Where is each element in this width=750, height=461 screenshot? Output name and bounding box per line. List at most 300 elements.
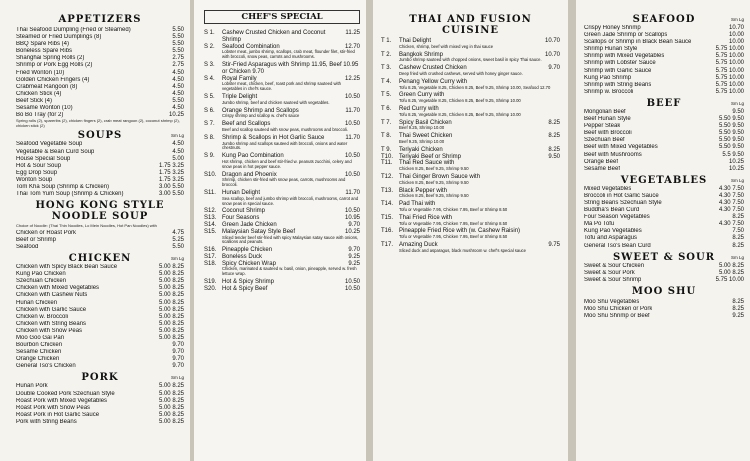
item-code: S18.: [204, 260, 217, 267]
item-name: Thai Tom Yum Soup (Shrimp & Chicken): [16, 191, 124, 198]
item-price: 8.25: [548, 146, 560, 153]
item-price: 1.75 3.25: [158, 162, 184, 169]
chicken-section: [16, 253, 184, 370]
moo-shu-section: [584, 286, 744, 320]
item-code: S15.: [204, 228, 217, 235]
item-name: Sesame Chicken: [16, 349, 62, 356]
menu-item: [584, 25, 744, 32]
menu-item: [16, 91, 184, 98]
item-name: Hot & Spicy Beef: [222, 285, 268, 292]
item-price: 11.70: [345, 107, 360, 114]
item-description: Beef and scallop sauteed with snow peas, mushrooms and broccoli.: [222, 126, 348, 132]
item-description: Tofu or Vegetable 7.95, Chicken 7.95, Beef or Shrimp 8.50: [399, 206, 508, 212]
item-price: 5.50 9.50: [718, 137, 744, 144]
chefs-special-section: [204, 10, 360, 293]
item-name: House Special Soup: [16, 155, 71, 162]
item-price: 10.50: [344, 171, 360, 178]
item-name: Shrimp with Garlic Sauce: [584, 67, 652, 74]
item-description: Crispy shrimp and scallop w. chef's sauce: [222, 113, 300, 119]
menu-item: [584, 137, 744, 144]
item-name: Seafood Combination: [222, 43, 280, 50]
menu-item: [584, 109, 744, 116]
item-price: 9.70: [172, 356, 184, 363]
menu-item: [584, 152, 744, 159]
item-price: 5.75 10.00: [715, 46, 744, 53]
item-price: 9.70: [172, 349, 184, 356]
item-price: 4.50: [172, 83, 184, 90]
item-price: 5.75 10.00: [715, 276, 744, 283]
item-price: 9.75: [548, 241, 560, 248]
size-header: Sm Lg: [170, 133, 184, 139]
item-name: Scallops or Shrimp in Black Bean Sauce: [584, 39, 692, 46]
item-description: Sliced duck and asparagus, black mushroom w. chef's special sauce: [399, 247, 526, 253]
item-code: T 9.: [381, 146, 392, 153]
item-name: Beef Stick (4): [16, 97, 53, 104]
thai-section: [381, 14, 560, 254]
menu-item: [16, 163, 184, 170]
item-description: Jumbo shrimp sauteed with chopped onions, sweet basil in spicy Thai sauce.: [399, 57, 542, 63]
item-code: S10.: [204, 171, 217, 178]
item-price: 5.50: [172, 243, 184, 250]
item-name: Fried Wonton (10): [16, 69, 65, 76]
item-name: General Tso's Bean Curd: [584, 242, 651, 249]
menu-item: [584, 89, 744, 96]
item-name: Teriyaki Beef or Shrimp: [399, 153, 462, 160]
menu-item: [584, 159, 744, 166]
item-price: 5.50: [172, 34, 184, 41]
section-title: APPETIZERS: [58, 14, 142, 25]
item-name: Amazing Duck: [399, 241, 438, 248]
menu-item: [16, 398, 184, 405]
item-code: S 3.: [204, 61, 215, 68]
size-header: Sm Lg: [730, 177, 744, 183]
menu-item: [16, 41, 184, 48]
menu-item: [16, 62, 184, 69]
item-price: 9.70: [348, 221, 360, 228]
item-price: 4.75: [172, 229, 184, 236]
item-code: T 4.: [381, 78, 392, 85]
soups-section: [16, 130, 184, 198]
item-price: 9.70: [172, 342, 184, 349]
item-price: 9.70: [172, 363, 184, 370]
menu-item: [16, 105, 184, 112]
item-name: Black Pepper with: [399, 187, 448, 194]
menu-item: [16, 307, 184, 314]
menu-item: [16, 419, 184, 426]
item-code: S14.: [204, 221, 217, 228]
item-price: 10.00: [728, 39, 744, 46]
size-header: Sm Lg: [170, 256, 184, 262]
item-name: Orange Beef: [584, 158, 619, 165]
item-name: Roast Pork with Mixed Vegetables: [16, 397, 108, 404]
item-code: S 6.: [204, 107, 215, 114]
item-price: 5.25: [172, 236, 184, 243]
item-price: 10.25: [168, 112, 184, 119]
menu-item: [204, 286, 360, 293]
item-price: 5.50: [172, 48, 184, 55]
item-price: 10.50: [344, 93, 360, 100]
item-price: 5.75 10.00: [715, 88, 744, 95]
item-name: Kung Pao Vegetables: [584, 228, 642, 235]
item-description: Lobster meat, jumbo shrimp, scallops, crab meat, flounder filet, stir-fried with broccoli, snow peas, carrots and mushrooms.: [222, 49, 355, 60]
item-name: Sweet & Sour Shrimp: [584, 276, 642, 283]
item-name: Ma Po Tofu: [584, 221, 615, 228]
menu-item: [584, 123, 744, 130]
item-price: 10.50: [344, 279, 360, 286]
item-description: Chicken, shrimp, beef with mixed veg in thai sauce: [399, 43, 494, 49]
item-price: 5.75 10.00: [715, 74, 744, 81]
item-name: Green Jade Shrimp or Scallops: [584, 32, 668, 39]
item-name: Chicken with Cashew Nuts: [16, 292, 88, 299]
item-name: Pork with String Beans: [16, 418, 77, 425]
item-price: 7.50: [732, 228, 744, 235]
menu-item: [584, 46, 744, 53]
item-price: 10.25: [728, 158, 744, 165]
menu-item: [16, 237, 184, 244]
item-price: 10.50: [344, 285, 360, 292]
appetizers-note: Spring rolls (2), spareribs (2), chicken fingers (2), crab meat rangoon (2), coconut shrimp (2), chicken stick (2): [16, 118, 180, 128]
item-price: 5.00: [172, 155, 184, 162]
item-description: Chicken 8.25, Beef 9.25, Shrimp 9.50: [399, 193, 469, 199]
item-price: 5.75 10.00: [715, 81, 744, 88]
item-price: 5.5 9.50: [722, 151, 744, 158]
item-price: 5.50 9.50: [718, 116, 744, 123]
menu-item: [584, 313, 744, 320]
menu-item: [584, 263, 744, 270]
item-code: S16.: [204, 247, 217, 254]
item-name: Buddha's Bean Curd: [584, 207, 640, 214]
item-name: Sesame Wonton (10): [16, 105, 73, 112]
item-name: Shrimp or Pork Egg Rolls (2): [16, 62, 93, 69]
item-price: 5.50 9.50: [718, 123, 744, 130]
item-price: 8.25: [548, 133, 560, 140]
item-description: Deep fried with crushed cashews, served with honey ginger sauce.: [399, 70, 523, 76]
item-name: Chicken w. Broccoli: [16, 313, 69, 320]
item-name: Vegetable & Bean Curd Soup: [16, 148, 95, 155]
menu-item: [584, 221, 744, 228]
menu-item: [16, 285, 184, 292]
item-price: 5.00 8.25: [158, 264, 184, 271]
size-header: Sm Lg: [730, 254, 744, 260]
item-price: 5.00 8.25: [158, 271, 184, 278]
item-code: S 2.: [204, 43, 215, 50]
item-price: 5.00 8.25: [158, 306, 184, 313]
item-price: 8.25: [732, 242, 744, 249]
item-code: S 5.: [204, 93, 215, 100]
noodle-section: [16, 200, 184, 251]
item-name: Shanghai Spring Rolls (2): [16, 55, 85, 62]
item-price: 10.70: [544, 38, 560, 44]
item-name: Golden Chicken Fingers (4): [16, 76, 90, 83]
item-price: 4.50: [172, 105, 184, 112]
item-price: 12.25: [344, 75, 360, 82]
item-name: Moo Shu Chicken or Pork: [584, 306, 653, 312]
item-name: Szechuan Chicken: [16, 278, 67, 285]
menu-item: [584, 277, 744, 284]
item-description: Hot shrimp, chicken and beef stir-fried w. peanuts zucchini, celery and snow peas in hot pepper sauce.: [222, 158, 352, 169]
menu-item: [16, 84, 184, 91]
item-name: Chicken or Roast Pork: [16, 229, 77, 236]
size-header: Sm Lg: [170, 375, 184, 381]
menu-item: [584, 75, 744, 82]
menu-item: [204, 222, 360, 229]
item-price: 3.00 5.50: [158, 183, 184, 190]
section-title: HONG KONG STYLE NOODLE SOUP: [35, 200, 165, 223]
item-name: Roast Pork with Snow Peas: [16, 404, 91, 411]
item-name: Shrimp with Lobster Sauce: [584, 60, 656, 67]
vegetables-section: [584, 175, 744, 250]
item-name: Cashew Crusted Chicken: [399, 65, 467, 72]
item-name: Double Cooked Pork Szechuan Style: [16, 390, 115, 397]
item-name: Crispy Honey Shrimp: [584, 25, 641, 31]
item-name: Beef with Mushrooms: [584, 151, 642, 158]
section-title: BEEF: [646, 97, 682, 109]
menu-item: [16, 77, 184, 84]
item-name: Malaysian Satay Style Beef: [222, 228, 296, 235]
section-title: SWEET & SOUR: [612, 251, 716, 263]
item-name: Sweet & Sour Pork: [584, 269, 635, 276]
item-code: T 5.: [381, 92, 392, 99]
item-code: S 8.: [204, 134, 215, 141]
item-name: Crabmeat Rangoon (8): [16, 83, 78, 90]
section-title: THAI AND FUSION CUISINE: [409, 14, 532, 36]
item-price: 5.00 8.25: [158, 390, 184, 397]
menu-item: [16, 98, 184, 105]
item-price: 5.00 8.25: [158, 320, 184, 327]
item-name: Thai Seafood Dumpling (Fried or Steamed): [16, 27, 131, 33]
item-name: Szechuan Beef: [584, 137, 625, 144]
menu-item: [584, 193, 744, 200]
item-price: 12.70: [344, 43, 360, 50]
item-name: Orange Shrimp and Scallops: [222, 107, 299, 114]
menu-item: [204, 62, 360, 76]
item-name: Shrimp with Mixed Vegetables: [584, 53, 665, 60]
item-description: Sliced tender beef stir-fried with spicy Malaysian satay sauce with onions, scallions and peanuts.: [222, 234, 359, 245]
item-price: 5.50: [172, 27, 184, 33]
menu-item: [16, 191, 184, 198]
item-price: 2.75: [172, 62, 184, 69]
item-price: 9.70: [348, 247, 360, 254]
item-price: 5.00 8.25: [158, 292, 184, 299]
item-name: Shrimp Hunan Style: [584, 46, 638, 53]
menu-item: [16, 405, 184, 412]
item-name: Moo Shu Vegetables: [584, 298, 640, 305]
item-description: Tofu 8.25, Vegetable 8.25, Chicken 8.25, Beef 9.25, Shrimp 10.00: [399, 111, 521, 117]
menu-item: [16, 48, 184, 55]
pork-section: [16, 372, 184, 426]
menu-item: [16, 55, 184, 62]
item-code: T10.: [381, 153, 394, 160]
menu-item: [204, 30, 360, 44]
item-name: Thai Delight: [399, 38, 432, 44]
item-description: Chicken 8.25, Beef 9.25, Shrimp 9.50: [399, 166, 469, 172]
item-name: Triple Delight: [222, 93, 258, 100]
section-title: PORK: [81, 372, 119, 384]
menu-item: [584, 299, 744, 306]
item-price: 4.30 7.50: [718, 207, 744, 214]
section-title: SEAFOOD: [632, 14, 696, 25]
item-description: Tofu or Vegetable 7.95, Chicken 7.95, Beef or Shrimp 8.50: [399, 220, 508, 226]
item-name: Shrimp & Scallops in Hot Garlic Sauce: [222, 134, 325, 141]
item-description: Chicken 8.25, Beef 9.25, Shrimp 9.50: [399, 179, 469, 185]
item-price: 10.50: [344, 121, 360, 128]
menu-item: [16, 184, 184, 191]
item-name: Dragon and Phoenix: [222, 171, 277, 178]
menu-item: [584, 186, 744, 193]
item-name: Thai Red Sauce with: [399, 160, 455, 167]
item-code: T 3.: [381, 65, 392, 72]
size-header: Sm Lg: [730, 17, 744, 22]
menu-item: [204, 247, 360, 254]
item-code: S12.: [204, 208, 217, 215]
item-price: 4.50: [172, 90, 184, 97]
menu-item: [584, 39, 744, 46]
item-name: Coconut Shrimp: [222, 208, 266, 215]
item-price: 9.25: [732, 313, 744, 320]
noodle-note: Choice of Noodle: (Thai Thin Noodles, Lo Mein Noodles, Hot Pan Noodles) with: [16, 223, 157, 229]
item-code: S20.: [204, 285, 217, 292]
item-name: Pepper Steak: [584, 123, 621, 130]
item-price: 10.00: [728, 32, 744, 39]
menu-item: [584, 116, 744, 123]
item-description: Jumbo shrimp, beef and chicken sauteed with vegetables.: [222, 99, 330, 105]
item-name: Egg Drop Soup: [16, 169, 58, 176]
item-price: 8.25: [732, 298, 744, 305]
menu-item: [16, 292, 184, 299]
item-price: 5.50 9.50: [718, 130, 744, 137]
menu-item: [16, 271, 184, 278]
item-price: 5.00 8.25: [158, 334, 184, 341]
item-price: 5.00 8.25: [158, 285, 184, 292]
item-price: 4.30 7.50: [718, 192, 744, 199]
menu-item: [16, 170, 184, 177]
item-price: 8.25: [732, 235, 744, 242]
menu-item: [584, 144, 744, 151]
item-name: Thai Ginger Brown Sauce with: [399, 173, 481, 180]
item-price: 8.25: [548, 119, 560, 126]
item-price: 8.25: [732, 214, 744, 221]
item-price: 5.00 8.25: [158, 383, 184, 390]
item-price: 10.70: [728, 25, 744, 31]
item-price: 5.00 8.25: [158, 397, 184, 404]
menu-item: [204, 279, 360, 286]
item-name: Roast Pork in Hot Garlic Sauce: [16, 411, 100, 418]
item-price: 10.25: [728, 165, 744, 172]
menu-item: [16, 335, 184, 342]
item-price: 4.30 7.50: [718, 185, 744, 192]
item-price: 10.50: [344, 208, 360, 215]
item-code: S 7.: [204, 121, 215, 128]
item-name: Chicken with Mixed Vegetables: [16, 285, 100, 292]
menu-item: [584, 166, 744, 173]
item-price: 10.25: [344, 228, 360, 235]
menu-item: [16, 264, 184, 271]
fold-divider: [568, 0, 576, 461]
item-name: Hunan Chicken: [16, 299, 58, 306]
size-header: Sm Lg: [730, 100, 744, 106]
fold-divider: [366, 0, 373, 461]
menu-item: [584, 68, 744, 75]
item-price: 2.75: [172, 55, 184, 62]
item-price: 8.25: [732, 306, 744, 312]
item-name: Penang Yellow Curry with: [399, 78, 468, 85]
menu-item: [381, 154, 560, 161]
menu-item: [16, 363, 184, 370]
item-name: Bo Bo Tray (for 2): [16, 112, 64, 119]
item-code: T 8.: [381, 133, 392, 140]
menu-item: [584, 270, 744, 277]
menu-item: [16, 230, 184, 237]
menu-item: [16, 300, 184, 307]
item-name: Kung Pao Shrimp: [584, 74, 632, 81]
item-price: 11.25: [345, 30, 360, 36]
item-code: T17.: [381, 241, 394, 248]
item-price: 10.50: [344, 153, 360, 160]
item-code: T 7.: [381, 119, 392, 126]
item-code: S 4.: [204, 75, 215, 82]
item-price: 5.00 8.25: [718, 262, 744, 269]
item-name: Hunan Delight: [222, 189, 261, 196]
menu-item: [16, 391, 184, 398]
item-name: Teriyaki Chicken: [399, 146, 443, 153]
sweet-sour-section: [584, 252, 744, 284]
item-price: 5.50: [172, 41, 184, 48]
item-price: 5.00 8.25: [158, 299, 184, 306]
item-name: Hot & Spicy Shrimp: [222, 279, 275, 286]
menu-panel-1: [0, 0, 190, 461]
item-price: 5.00 8.25: [158, 278, 184, 285]
section-title: CHICKEN: [68, 253, 132, 265]
item-price: 10.70: [544, 51, 560, 58]
item-code: T15.: [381, 214, 394, 221]
item-price: 9.25: [348, 260, 360, 267]
item-name: Royal Family: [222, 75, 257, 82]
item-name: Kung Pao Combination: [222, 153, 284, 160]
menu-item: [584, 200, 744, 207]
menu-item: [16, 412, 184, 419]
item-price: 5.75 10.00: [715, 60, 744, 67]
item-price: 5.00 8.25: [158, 418, 184, 425]
beef-section: [584, 98, 744, 173]
item-name: Chicken with String Beans: [16, 320, 87, 327]
item-name: Green Jade Chicken: [222, 221, 277, 228]
menu-item: [584, 60, 744, 67]
item-name: Hunan Pork: [16, 383, 48, 390]
item-name: Sweet & Sour Chicken: [584, 262, 645, 269]
item-name: Mongolian Beef: [584, 108, 626, 115]
item-name: General Tso's Chicken: [16, 363, 76, 370]
item-description: Tofu or Vegetable 7.95, Chicken 7.95, Beef or Shrimp 8.50: [399, 234, 508, 240]
item-name: Shrimp w. Broccoli: [584, 88, 634, 95]
item-name: Chicken with Snow Peas: [16, 327, 83, 334]
menu-item: [584, 243, 744, 250]
item-code: S 9.: [204, 153, 215, 160]
item-price: 4.50: [172, 148, 184, 155]
item-description: Chicken, marinated & sauteed w. basil, onion, pineapple, served w. fresh lettuce wrap.: [222, 266, 357, 277]
menu-item: [204, 254, 360, 261]
item-name: Thai Sweet Chicken: [399, 133, 453, 140]
item-name: Seafood: [16, 243, 39, 250]
menu-item: [16, 27, 184, 34]
item-code: T12.: [381, 173, 394, 180]
item-name: Beef with Broccoli: [584, 130, 632, 137]
item-code: T 2.: [381, 51, 392, 58]
item-price: 5.75 10.00: [715, 67, 744, 74]
item-name: Pineapple Chicken: [222, 247, 273, 254]
item-name: Pineapple Fried Rice with (w. Cashew Raisin): [399, 228, 521, 235]
item-code: T 1.: [381, 38, 392, 44]
item-name: Wonton Soup: [16, 176, 53, 183]
